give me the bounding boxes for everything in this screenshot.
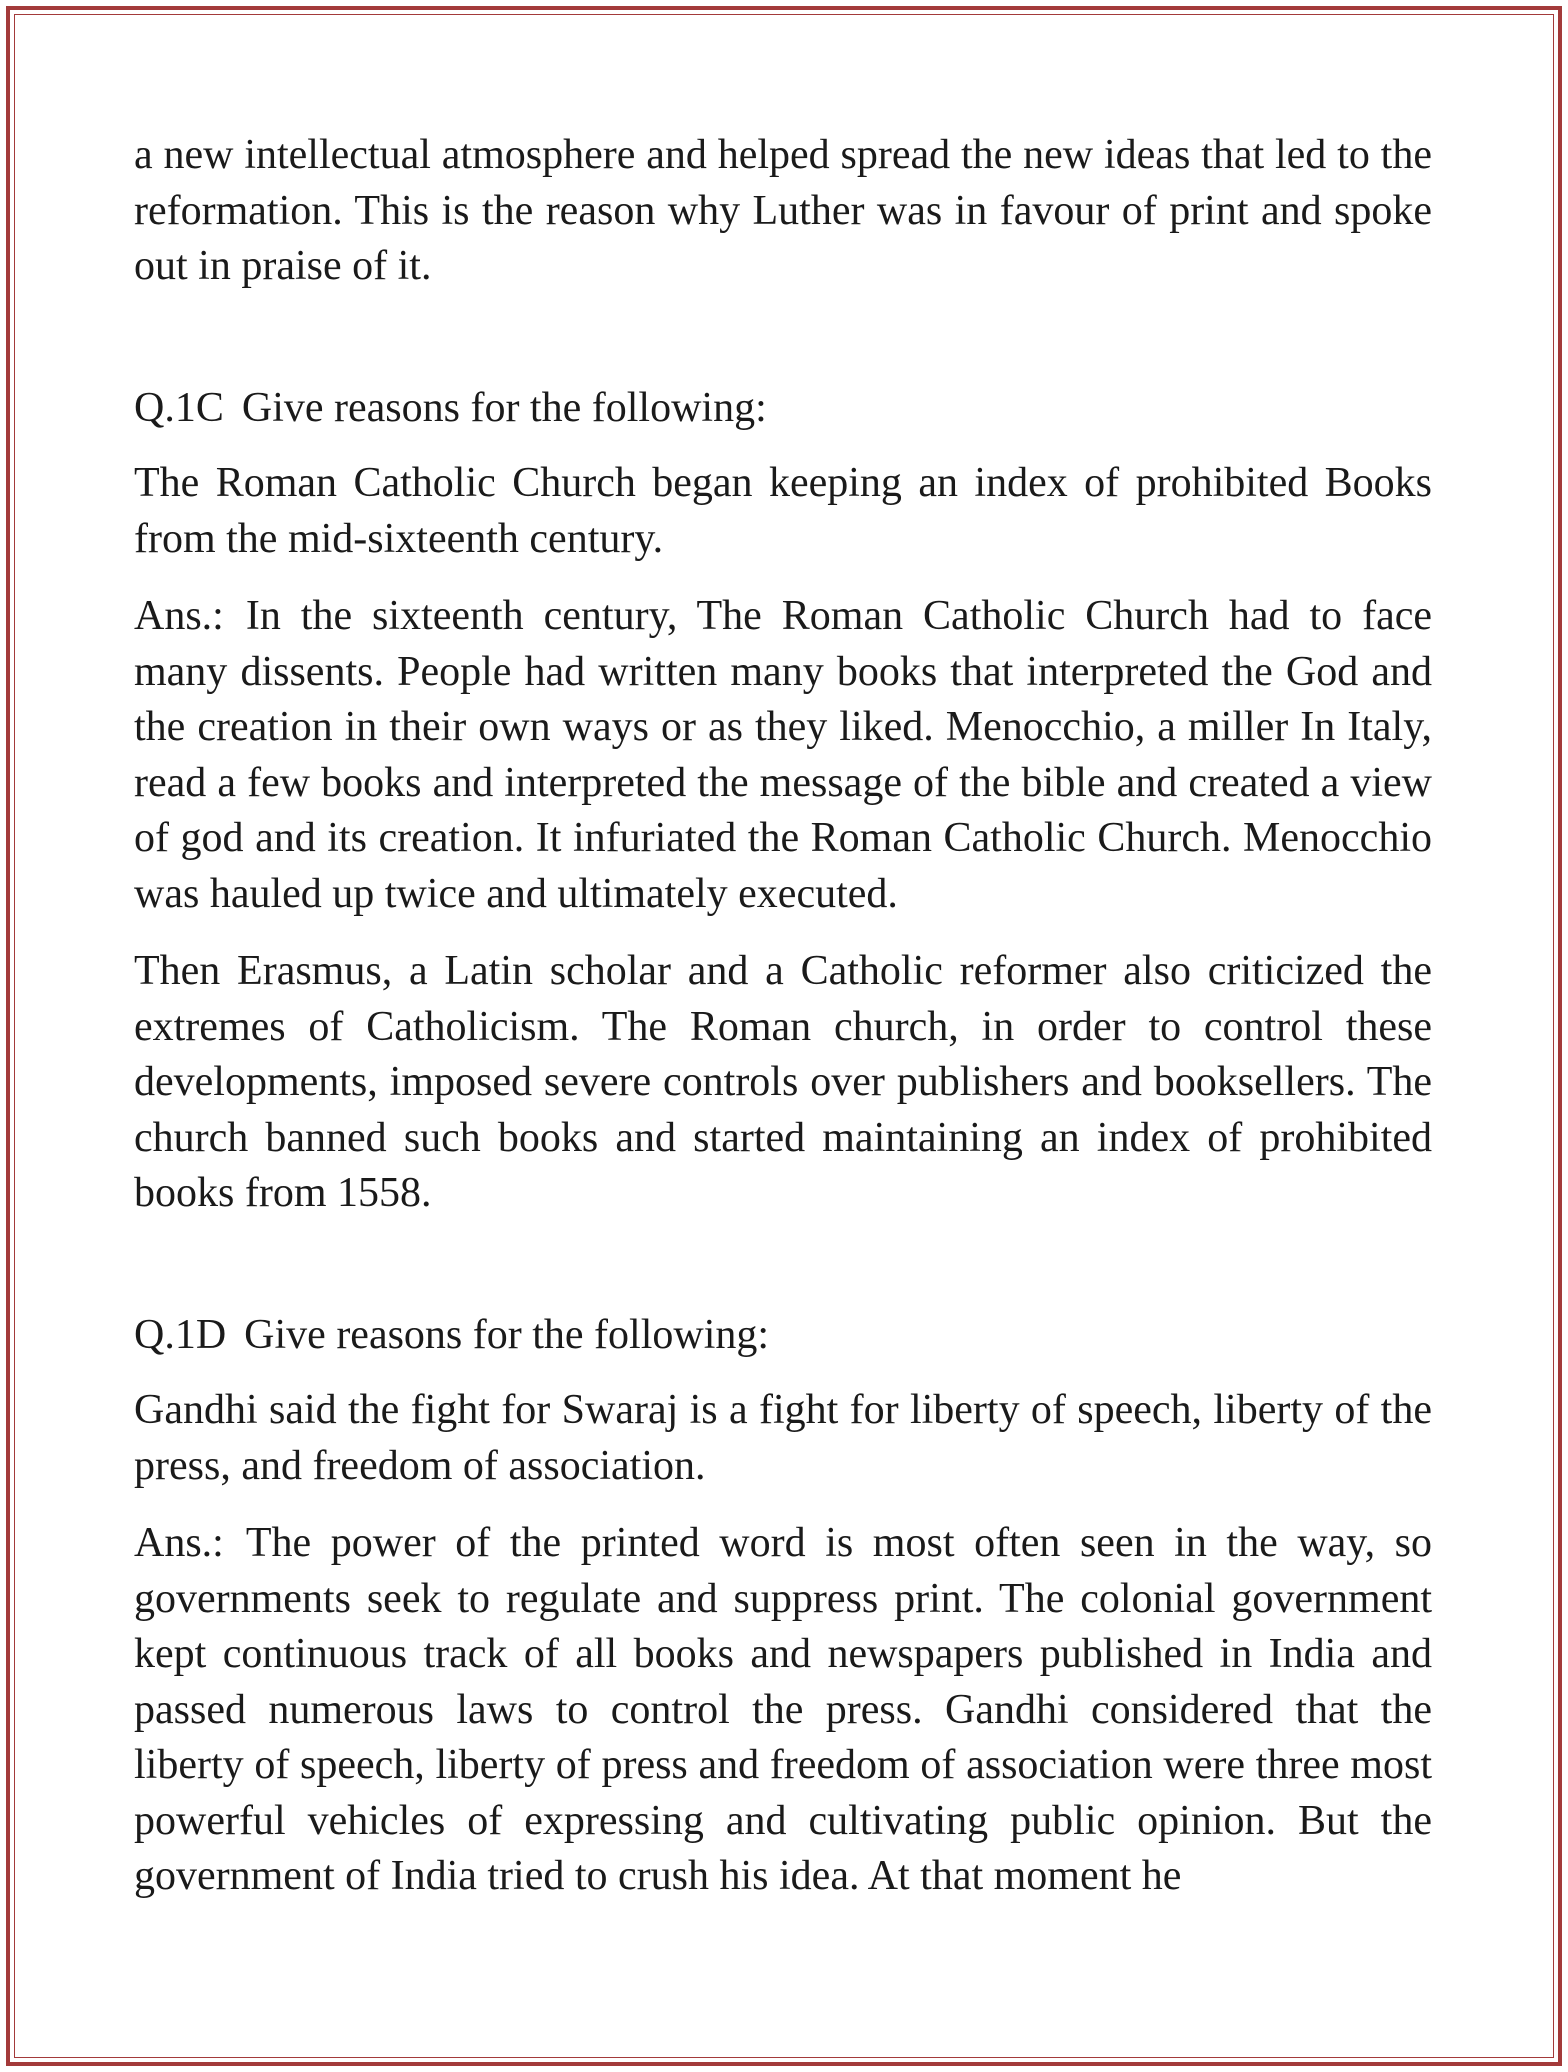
question-q1c xyxy=(134,381,1432,1222)
q1d-number: Q.1D xyxy=(134,1311,227,1358)
q1d-heading xyxy=(134,1308,1432,1364)
q1d-answer-paragraph-1 xyxy=(134,1516,1432,1905)
q1c-answer-paragraph-2: Then Erasmus, a Latin scholar and a Catholic reformer also criticized the extremes of Catholicism. The Roman church, in order to control these developments, imposed severe controls over publishers and booksellers. The church banned such books and started maintaining an index of prohibited books from 1558. xyxy=(134,948,1432,1216)
section-gap xyxy=(134,1244,1432,1308)
q1c-answer-text-1: In the sixteenth century, The Roman Catholic Church had to face many dissents. People had written many books that interpreted the God and the creation in their own ways or as they liked. Menocchio, a miller In Italy, read a few books and interpreted the message of the bible and created a view of god and its creation. It infuriated the Roman Catholic Church. Menocchio was hauled up twice and ultimately executed. xyxy=(134,593,1432,917)
intro-paragraph: a new intellectual atmosphere and helped spread the new ideas that led to the reformation. This is the reason why Luther was in favour of print and spoke out in praise of it. xyxy=(134,132,1432,289)
q1c-number: Q.1C xyxy=(134,384,224,431)
q1c-heading xyxy=(134,381,1432,437)
q1c-question: The Roman Catholic Church began keeping an index of prohibited Books from the mid-sixteenth century. xyxy=(134,460,1432,562)
q1d-answer-label: Ans.: xyxy=(134,1520,224,1566)
q1d-answer-text-1: The power of the printed word is most often seen in the way, so governments seek to regulate and suppress print. The colonial government kept continuous track of all books and newspapers published in India and passed numerous laws to control the press. Gandhi considered that the liberty of speech, liberty of press and freedom of association were three most powerful vehicles of expressing and cultivating public opinion. But the government of India tried to crush his idea. At that moment he xyxy=(134,1520,1432,1899)
question-q1d xyxy=(134,1308,1432,1905)
document-body xyxy=(134,128,1432,1927)
q1d-instruction: Give reasons for the following: xyxy=(244,1311,770,1358)
q1c-answer-label: Ans.: xyxy=(134,593,224,639)
q1c-instruction: Give reasons for the following: xyxy=(241,384,767,431)
section-gap xyxy=(134,317,1432,381)
q1c-answer-paragraph-1 xyxy=(134,589,1432,922)
q1d-question: Gandhi said the fight for Swaraj is a fight for liberty of speech, liberty of the press, and freedom of association. xyxy=(134,1387,1432,1489)
